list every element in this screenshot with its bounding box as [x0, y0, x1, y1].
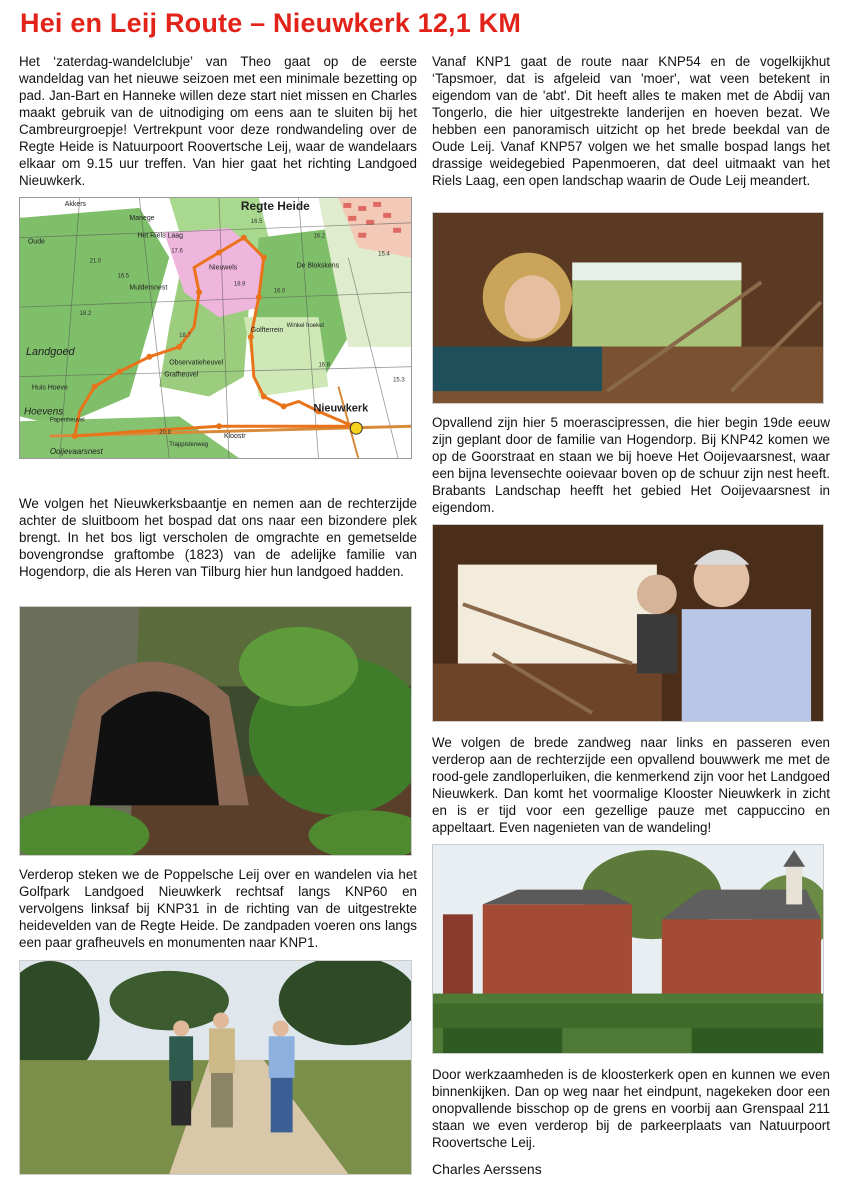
map-label-nieuwels: Nieuwels	[209, 264, 238, 272]
map-height: 20.8	[159, 430, 171, 437]
map-height: 21.0	[89, 258, 102, 265]
tomb-photo	[19, 606, 412, 856]
left-column-bottom	[19, 866, 417, 951]
map-label-grafheuvel: Grafheuvel	[164, 371, 199, 379]
map-label-regte-heide: Regte Heide	[240, 198, 310, 213]
map-height: 18.7	[179, 332, 191, 339]
map-label-manege: Manege	[129, 214, 155, 222]
tomb-paragraph: We volgen het Nieuwkerksbaantje en nemen aan de rechterzijde achter de sluitboom het bospad dat ons naar een bizondere plek brengt. In het bos ligt verscholen de omgrachte en gemetselde bovengrondse graftombe (1823) van de adelijke familie van Hogendorp, die als Heren van Tilburg hier hun landgoed hadden.	[19, 496, 417, 579]
kloosterkerk-paragraph: Door werkzaamheden is de kloosterkerk open en kunnen we even binnenkijken. Dan op weg naar het eindpunt, nagekeken door een onopvallende bisschop op de grens en voorbij aan Grenspaal 211 staan we even verderop bij de parkeerplaats van Natuurpoort Roovertsche Leij.	[432, 1067, 830, 1150]
map-height: 16.5	[250, 218, 263, 225]
map-label-kloostr: Kloostr	[223, 433, 246, 441]
monastery-photo	[432, 844, 824, 1054]
map-label-golfterrein: Golfterrein	[250, 326, 284, 334]
poppelsche-paragraph: Verderop steken we de Poppelsche Leij over en wandelen via het Golfpark Landgoed Nieuwkerk rechtsaf langs KNP60 en vervolgens linksaf bij KNP31 in de richting van de uitgestrekte heidevelden van de Regte Heide. De zandpaden voeren ons langs een paar grafheuvels en monumenten naar KNP1.	[19, 867, 417, 950]
map-height: 16.8	[318, 362, 331, 369]
map-label-blokskens: De Blokskens	[296, 262, 340, 270]
map-label-riels-laag: Het Riels Laag	[137, 232, 183, 240]
left-column	[19, 53, 417, 189]
map-label-ooijevaarsnest: Ooijevaarsnest	[49, 447, 103, 457]
bird-hide-photo-2	[432, 524, 824, 722]
route-map-drawing	[20, 198, 411, 458]
right-column	[432, 53, 830, 189]
knp1-paragraph: Vanaf KNP1 gaat de route naar KNP54 en de vogelkijkhut ‘Tapsmoer, dat is afgeleid van 'moer', wat veen betekent in eigendom van de 'abt'. Dit heeft alles te maken met de Abdij van Tongerlo, die hier uitgestrekte landerijen en hoeven bezat. We hebben een panoramisch uitzicht op het brede beekdal van de Oude Leij. Vanaf KNP57 volgen we het smalle bospad langs het drassige weidegebied Papenmoeren, dat deel uitmaakt van het Riels Laag, een open landschap waarin de Oude Leij meandert.	[432, 54, 830, 188]
right-column-bottom	[432, 1066, 830, 1151]
map-height: 15.3	[393, 377, 405, 384]
right-column-third	[432, 734, 830, 836]
map-height: 16.2	[313, 233, 326, 240]
walkers-photo	[19, 960, 412, 1175]
map-height: 16.0	[273, 288, 286, 295]
author-signature: Charles Aerssens	[432, 1161, 542, 1177]
map-label-observatieheuvel: Observatieheuvel	[169, 359, 224, 367]
map-label-hoevens: Hoevens	[23, 406, 64, 418]
map-label-trappistenweg: Trappistenweg	[169, 442, 209, 449]
map-label-oude: Oude	[27, 238, 45, 246]
map-label-akkers: Akkers	[64, 200, 87, 208]
left-column-middle	[19, 495, 417, 580]
map-height: 18.2	[79, 311, 92, 318]
map-label-nieuwkerk: Nieuwkerk	[313, 402, 369, 415]
zandweg-paragraph: We volgen de brede zandweg naar links en passeren even verderop aan de rechterzijde een opvallend bouwwerk me met de rood-gele zandloperluiken, die kenmerkend zijn voor het Landgoed Nieuwkerk. Dan komt het voormalige Klooster Nieuwkerk in zicht en is er tijd voor een gezellige pauze met cappuccino en appeltaart. Even nagenieten van de wandeling!	[432, 735, 830, 835]
bird-hide-photo-1	[432, 212, 824, 404]
map-height: 16.5	[117, 273, 130, 280]
map-label-huis-hoeve: Huis Hoeve	[31, 384, 68, 392]
map-label-muldersnest: Muldersnest	[129, 284, 168, 292]
intro-paragraph: Het ‘zaterdag-wandelclubje’ van Theo gaat op de eerste wandeldag van het nieuwe seizoen met een minimale bezetting op pad. Jan-Bart en Hanneke willen deze start niet missen en Charles maakt gebruik van de uitnodiging om eens aan te sluiten bij het Cambreurgroepje! Vertrekpunt voor deze rondwandeling over de Regte Heide is Natuurpoort Roovertsche Leij, waar de wandelaars elkaar om 9.15 uur treffen. Van hier gaat het richting Landgoed Nieuwkerk.	[19, 54, 417, 188]
page-title: Hei en Leij Route – Nieuwkerk 12,1 KM	[20, 8, 522, 38]
cypress-paragraph: Opvallend zijn hier 5 moerascipressen, die hier begin 19de eeuw zijn geplant door de familie van Hogendorp. Bij KNP42 komen we op de Goorstraat en staan we bij hoeve Het Ooijevaarsnest, waar een bijna levensechte ooievaar boven op de schuur zijn nest heeft. Brabants Landschap heefft het gebied Het Ooijevaarsnest in eigendom.	[432, 415, 830, 515]
map-label-winkel: Winkel hoeket	[286, 323, 325, 330]
map-label-papenheuvel: Papenheuvel	[49, 417, 85, 424]
map-height: 18.9	[233, 281, 246, 288]
right-column-second	[432, 414, 830, 516]
map-height: 15.4	[378, 251, 390, 258]
map-height: 17.6	[171, 248, 183, 255]
route-map	[19, 197, 412, 459]
map-label-landgoed: Landgoed	[25, 345, 75, 358]
